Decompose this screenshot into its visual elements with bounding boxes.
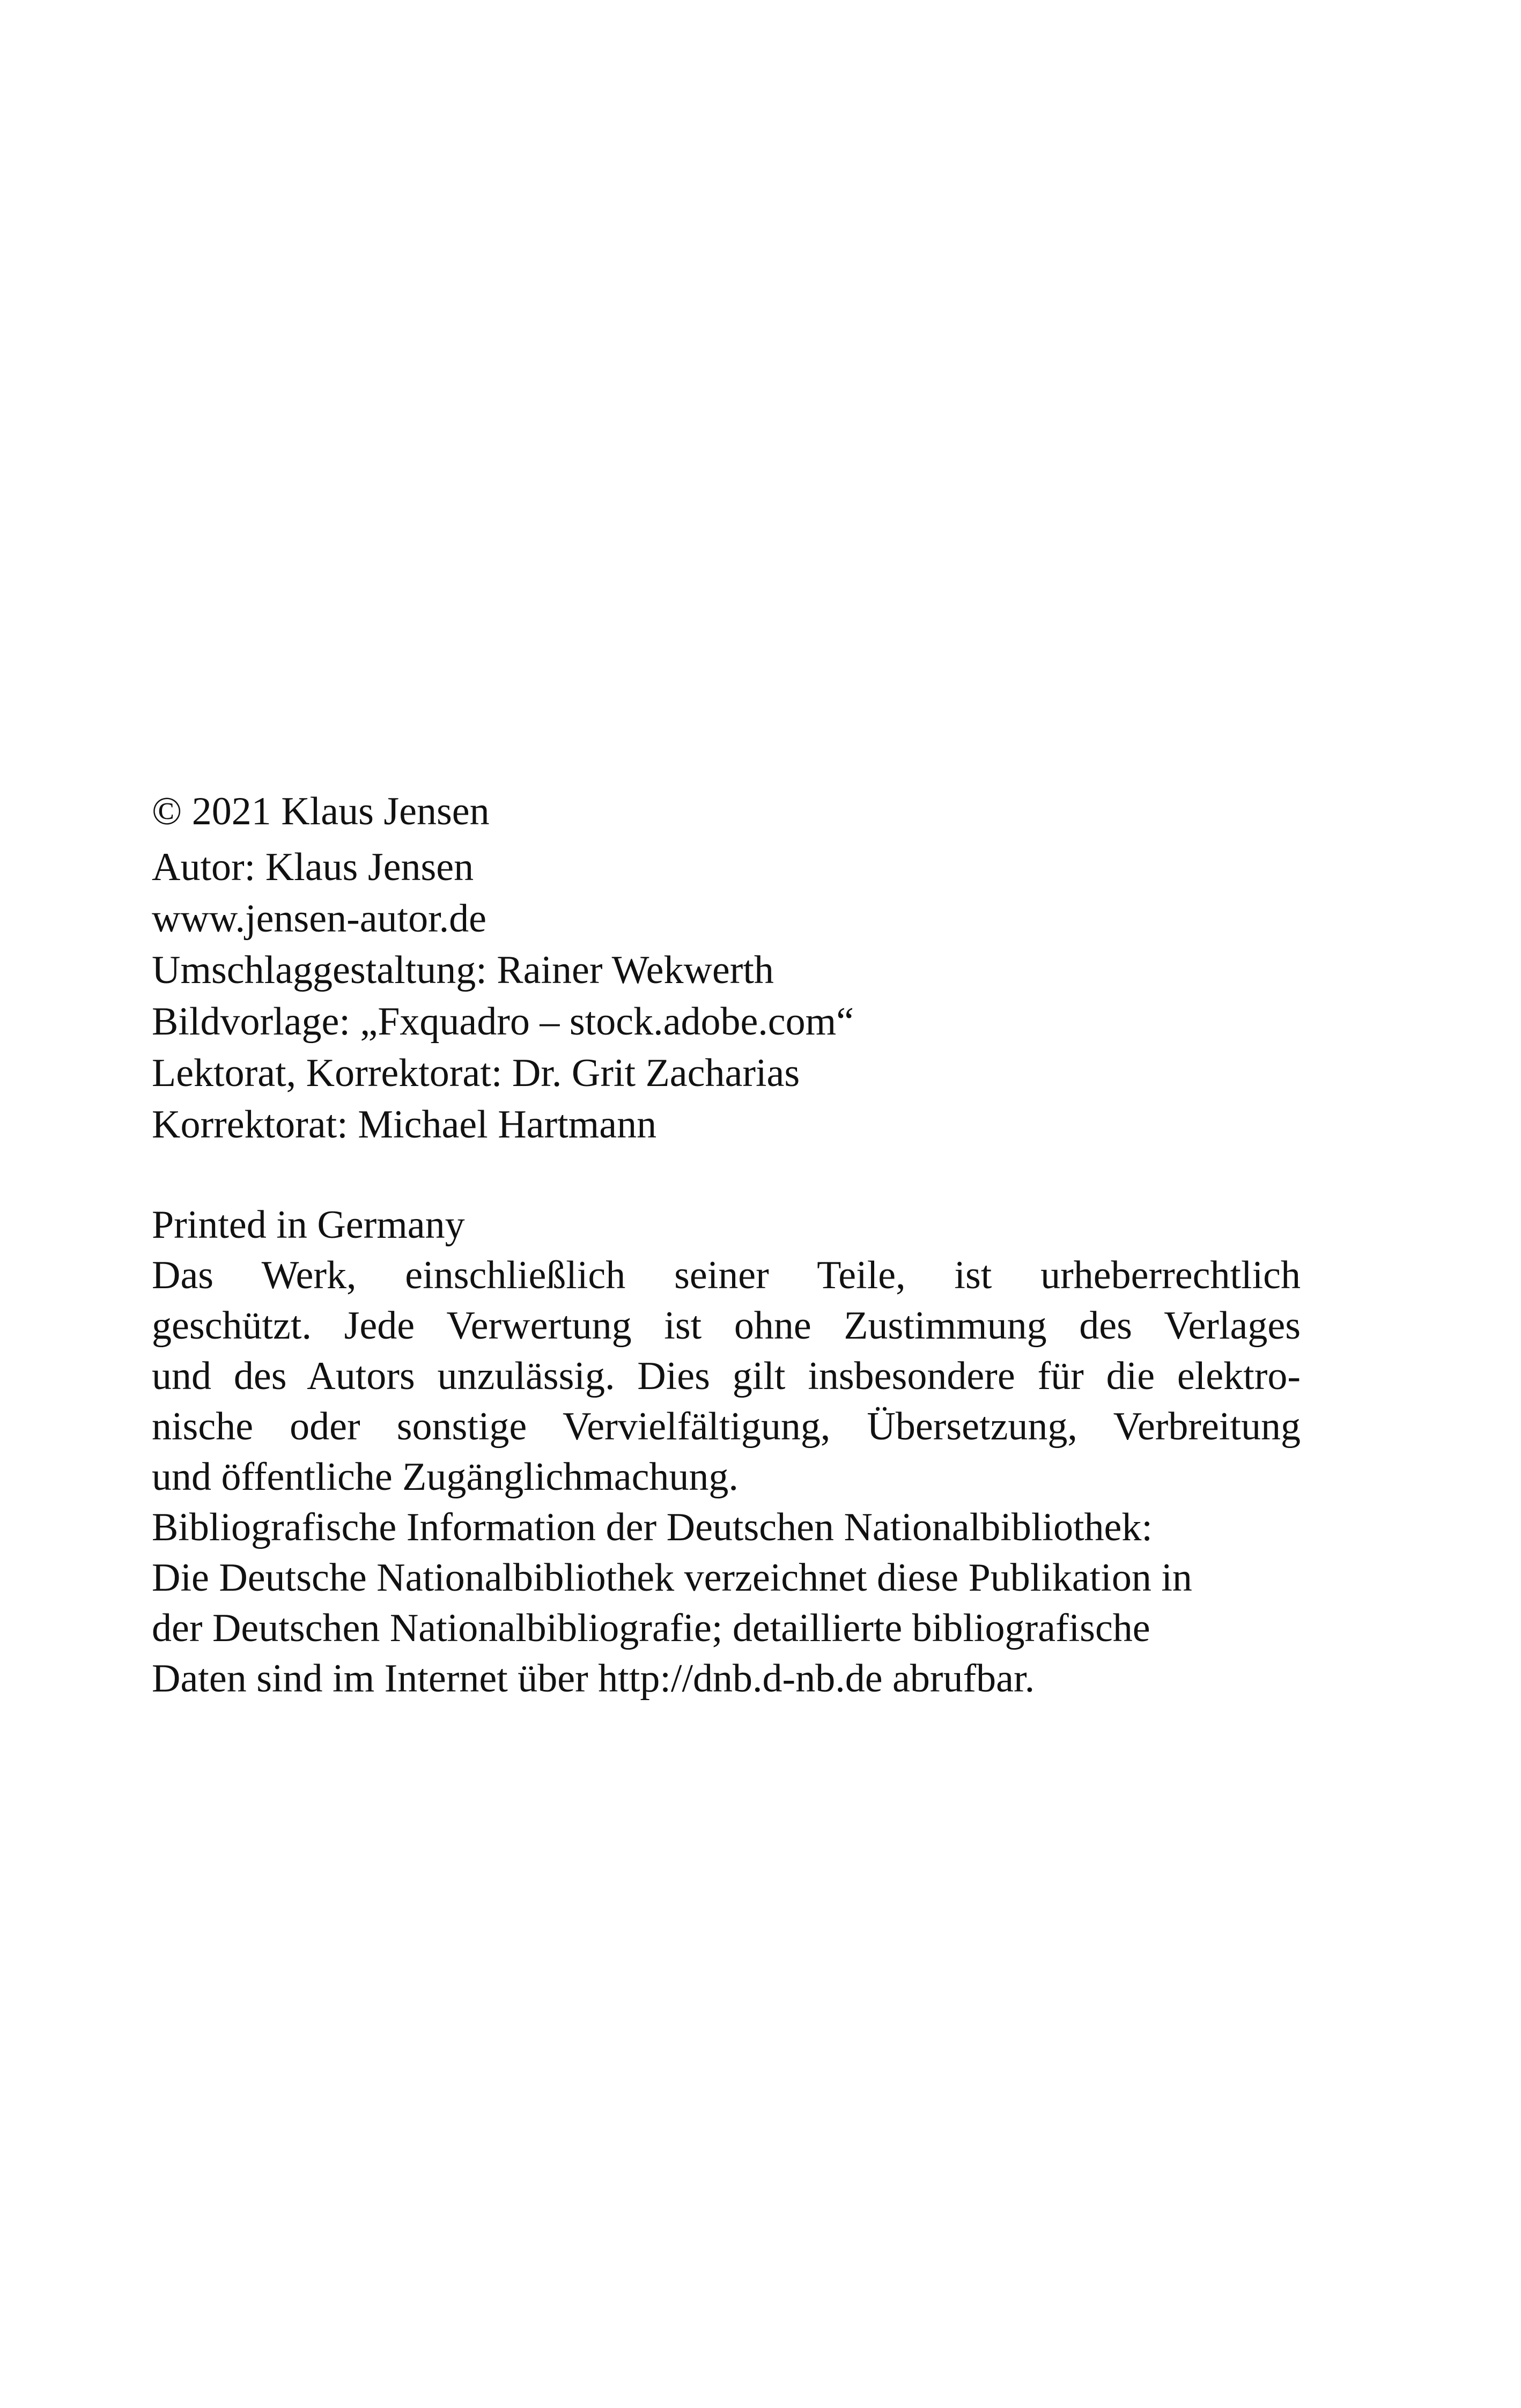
- image-source-line: Bildvorlage: „Fxquadro – stock.adobe.com“: [152, 1000, 854, 1044]
- bibliographic-heading: Bibliografische Information der Deutschen Nationalbibliothek:: [152, 1505, 1153, 1549]
- copyright-notice-line: Das Werk, einschließlich seiner Teile, ist urheberrechtlich: [152, 1253, 1301, 1297]
- author-line: Autor: Klaus Jensen: [152, 845, 474, 889]
- section-spacer: [152, 1150, 1301, 1200]
- cover-design-line: Umschlaggestaltung: Rainer Wekwerth: [152, 948, 774, 992]
- copyright-notice-line: nische oder sonstige Vervielfältigung, Übersetzung, Verbreitung: [152, 1405, 1301, 1449]
- editing-line: Lektorat, Korrektorat: Dr. Grit Zacharias: [152, 1051, 800, 1095]
- website-link[interactable]: www.jensen-autor.de: [152, 897, 487, 941]
- imprint-block: [152, 786, 1301, 1704]
- bibliographic-line: der Deutschen Nationalbibliografie; detaillierte bibliografische: [152, 1606, 1150, 1650]
- bibliographic-paragraph: [152, 1502, 1301, 1704]
- bibliographic-line: Die Deutsche Nationalbibliothek verzeichnet diese Publikation in: [152, 1556, 1192, 1600]
- printed-in-line: Printed in Germany: [152, 1203, 465, 1247]
- proofreading-line: Korrektorat: Michael Hartmann: [152, 1103, 657, 1147]
- copyright-notice-paragraph: [152, 1250, 1301, 1502]
- copyright-notice-line: geschützt. Jede Verwertung ist ohne Zustimmung des Verlages: [152, 1304, 1301, 1348]
- copyright-notice-line: und öffentliche Zugänglichmachung.: [152, 1455, 739, 1499]
- bibliographic-line: Daten sind im Internet über http://dnb.d-nb.de abrufbar.: [152, 1657, 1035, 1701]
- copyright-notice-line: und des Autors unzulässig. Dies gilt insbesondere für die elektro-: [152, 1354, 1301, 1398]
- copyright-line: © 2021 Klaus Jensen: [152, 789, 490, 833]
